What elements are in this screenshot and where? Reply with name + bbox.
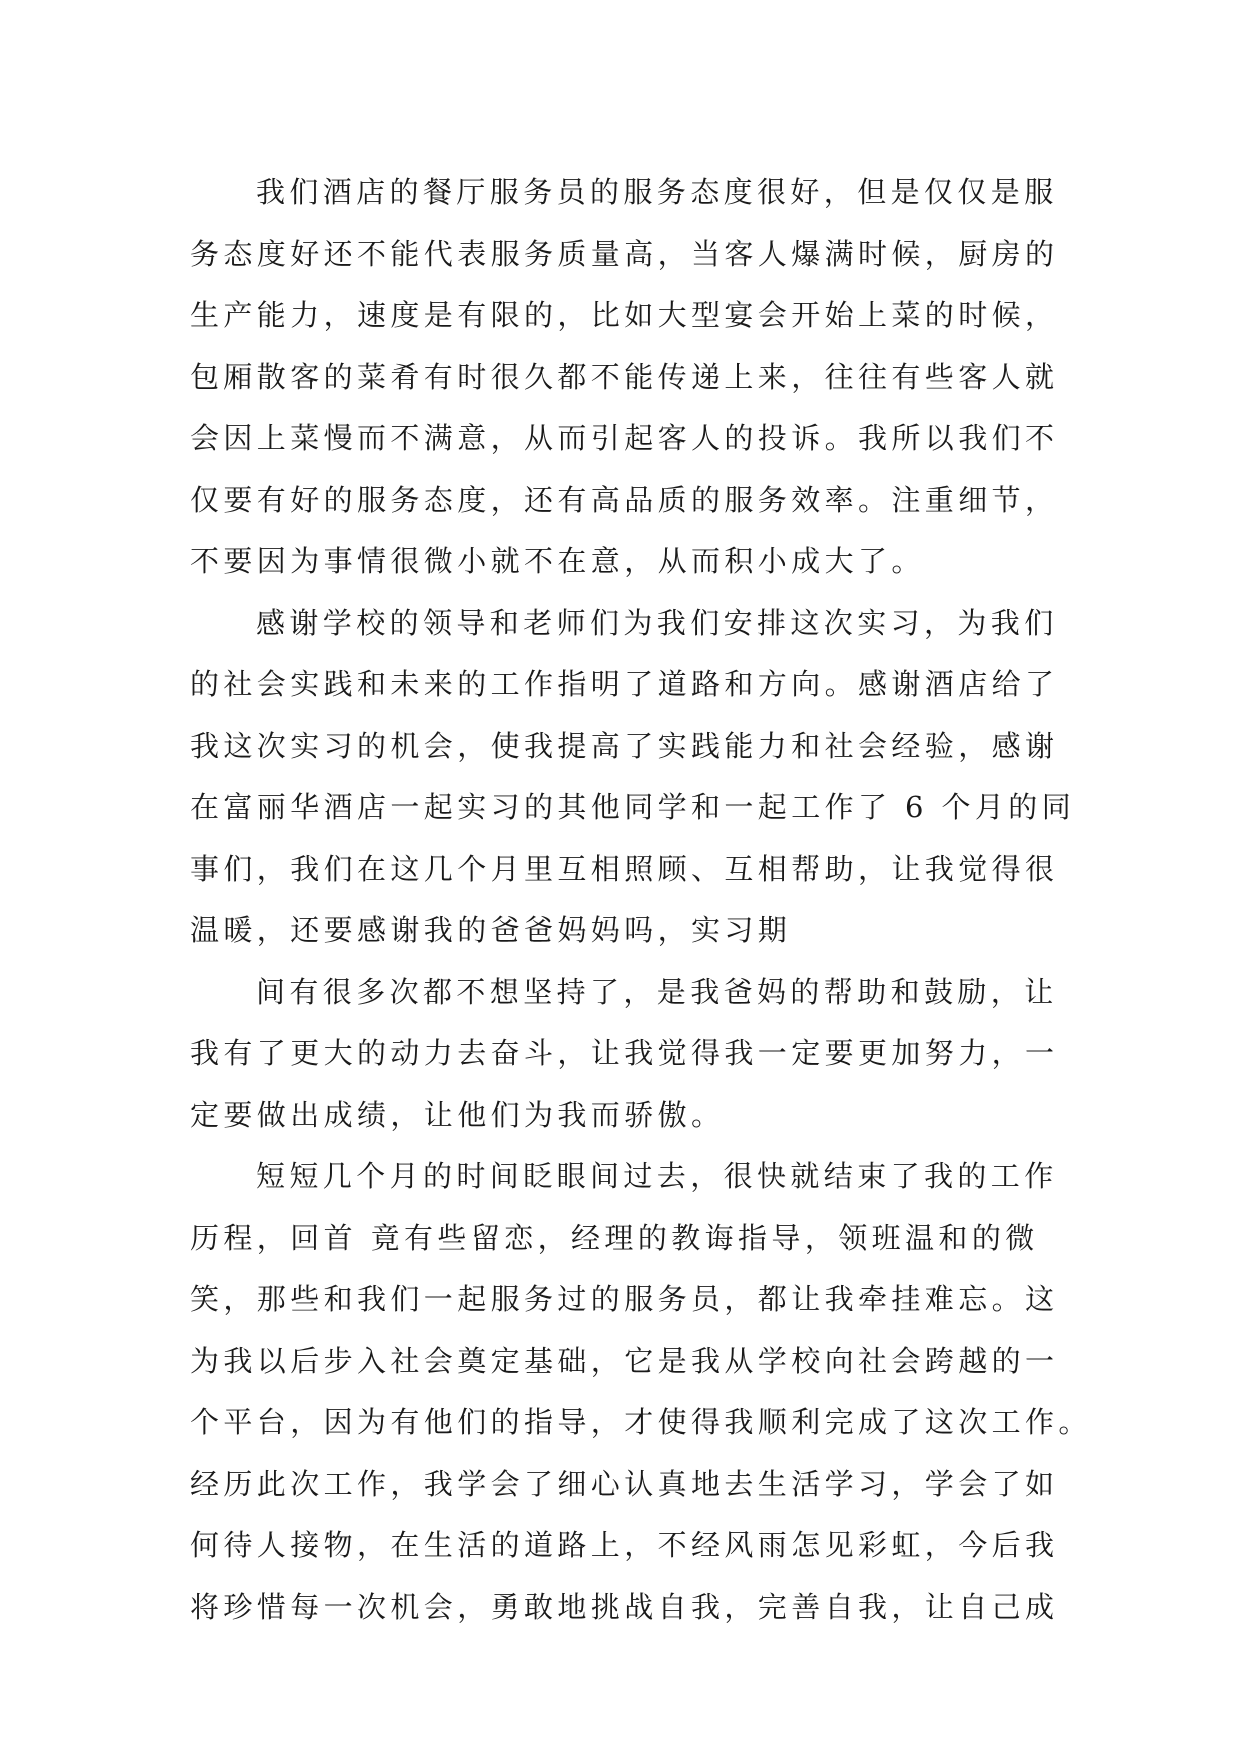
text-line: 的社会实践和未来的工作指明了道路和方向。感谢酒店给了 [190,667,1059,701]
text-line: 温暖，还要感谢我的爸爸妈妈吗，实习期 [190,913,792,947]
text-line: 经历此次工作，我学会了细心认真地去生活学习，学会了如 [190,1466,1059,1501]
text-line: 我有了更大的动力去奋斗，让我觉得我一定要更加努力，一 [190,1036,1059,1070]
text-line: 短短几个月的时间眨眼间过去，很快就结束了我的工作 [256,1159,1058,1193]
text-line: 间有很多次都不想坚持了，是我爸妈的帮助和鼓励，让 [256,974,1058,1009]
text-line: 个平台，因为有他们的指导，才使得我顺利完成了这次工作。 [190,1405,1092,1439]
text-line: 包厢散客的菜肴有时很久都不能传递上来，往往有些客人就 [190,359,1059,394]
text-line: 历程，回首 竟有些留恋，经理的教诲指导，领班温和的微 [190,1220,1039,1255]
text-line: 生产能力，速度是有限的，比如大型宴会开始上菜的时候， [190,298,1059,332]
paragraph-parents-support [190,962,1070,1147]
text-line: 为我以后步入社会奠定基础，它是我从学校向社会跨越的一 [190,1343,1059,1378]
text-line: 在富丽华酒店一起实习的其他同学和一起工作了 6 个月的同 [190,790,1076,824]
paragraph-service-quality [190,162,1070,593]
text-line: 定要做出成绩，让他们为我而骄傲。 [190,1097,725,1132]
text-line: 务态度好还不能代表服务质量高，当客人爆满时候，厨房的 [190,236,1059,271]
text-line: 将珍惜每一次机会，勇敢地挑战自我，完善自我，让自己成 [190,1589,1059,1624]
paragraph-thanks [190,593,1076,962]
text-line: 感谢学校的领导和老师们为我们安排这次实习，为我们 [256,605,1058,640]
text-line: 我这次实习的机会，使我提高了实践能力和社会经验，感谢 [190,728,1059,763]
text-line: 事们，我们在这几个月里互相照顾、互相帮助，让我觉得很 [190,851,1059,886]
paragraph-reflection [190,1146,1092,1638]
text-line: 会因上菜慢而不满意，从而引起客人的投诉。我所以我们不 [190,421,1059,455]
text-line: 笑，那些和我们一起服务过的服务员，都让我牵挂难忘。这 [190,1282,1059,1316]
text-line: 我们酒店的餐厅服务员的服务态度很好，但是仅仅是服 [256,175,1058,209]
body-text [190,162,1092,1638]
text-line: 不要因为事情很微小就不在意，从而积小成大了。 [190,544,925,578]
text-line: 仅要有好的服务态度，还有高品质的服务效率。注重细节， [190,482,1059,517]
text-line: 何待人接物，在生活的道路上，不经风雨怎见彩虹，今后我 [190,1528,1059,1562]
